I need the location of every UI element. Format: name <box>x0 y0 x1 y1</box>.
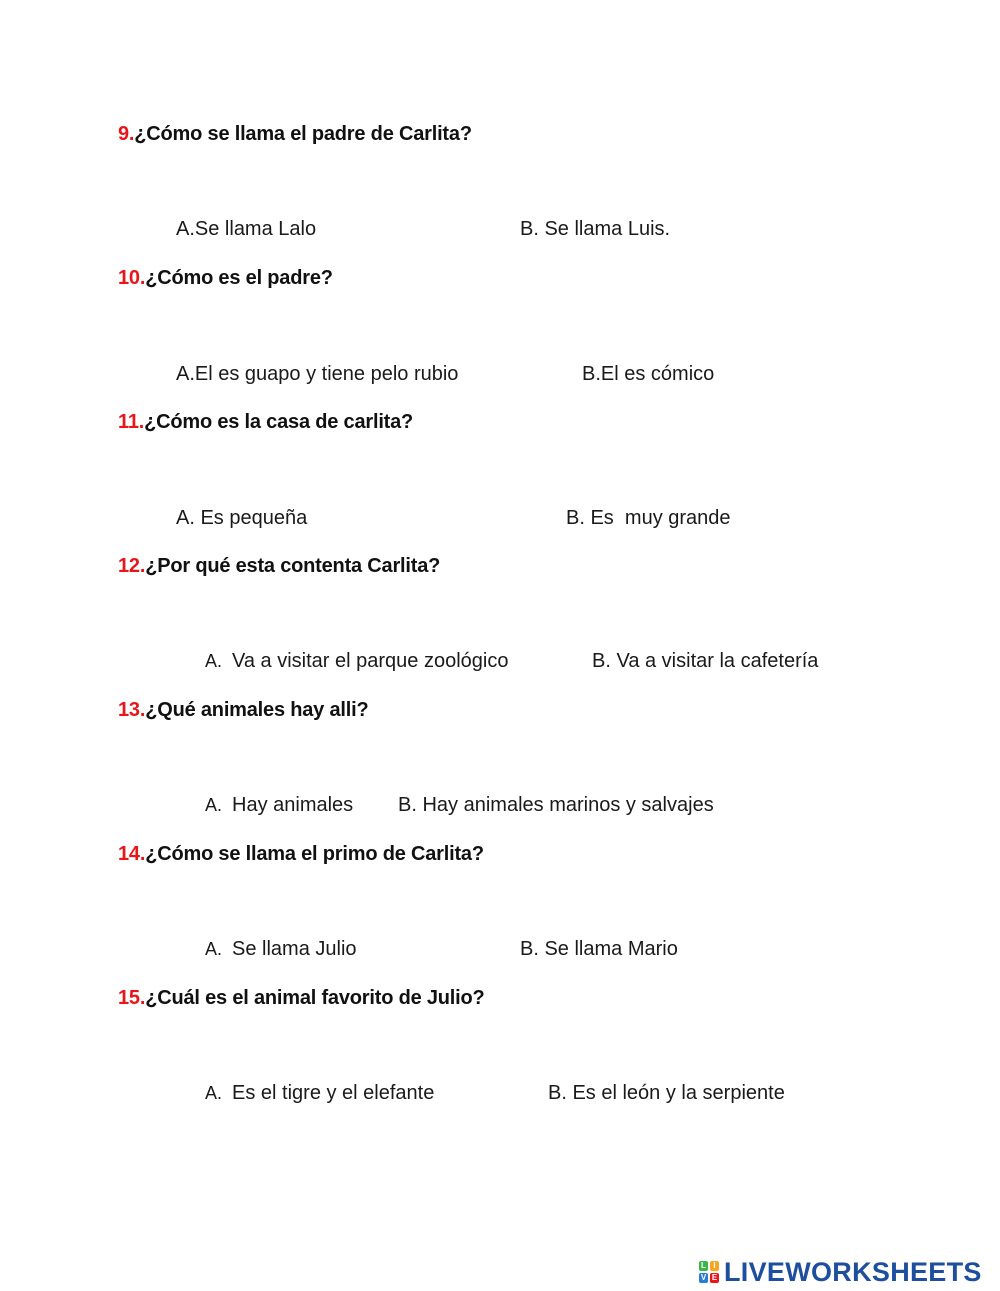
option-text: Es el león y la serpiente <box>572 1082 785 1104</box>
option-letter: A. <box>176 507 195 529</box>
question-number: 9. <box>118 123 135 145</box>
question-text: ¿Cuál es el animal favorito de Julio? <box>145 987 485 1009</box>
question-15 <box>118 985 485 1011</box>
option-text: Va a visitar el parque zoológico <box>232 650 509 672</box>
question-9 <box>118 121 472 147</box>
option-b[interactable] <box>582 361 714 387</box>
question-number: 14. <box>118 843 146 865</box>
option-letter: A. <box>205 651 223 671</box>
option-letter: B. <box>582 363 601 385</box>
option-a[interactable] <box>205 936 357 962</box>
option-letter: A. <box>205 939 223 959</box>
question-text: ¿Cómo es el padre? <box>145 267 333 289</box>
question-12 <box>118 553 440 579</box>
question-10 <box>118 265 333 291</box>
option-b[interactable] <box>398 792 714 818</box>
option-a[interactable] <box>176 361 458 387</box>
option-text: Se llama Lalo <box>194 218 317 240</box>
option-b[interactable] <box>566 505 731 531</box>
question-text: ¿Cómo se llama el padre de Carlita? <box>134 123 472 145</box>
option-letter: B. <box>548 1082 567 1104</box>
question-text: ¿Cómo se llama el primo de Carlita? <box>145 843 484 865</box>
question-13 <box>118 697 368 723</box>
option-b[interactable] <box>520 216 670 242</box>
question-number: 15. <box>118 987 146 1009</box>
liveworksheets-logo <box>698 1258 982 1286</box>
option-letter: A. <box>205 795 223 815</box>
option-text: El es guapo y tiene pelo rubio <box>194 363 459 385</box>
option-text: Se llama Mario <box>544 938 678 960</box>
option-text: El es cómico <box>600 363 715 385</box>
question-11 <box>118 409 413 435</box>
option-letter: B. <box>520 218 539 240</box>
option-letter: B. <box>398 794 417 816</box>
question-14 <box>118 841 484 867</box>
option-text: Hay animales marinos y salvajes <box>422 794 714 816</box>
question-number: 13. <box>118 699 146 721</box>
option-letter: A. <box>176 363 195 385</box>
option-text: Hay animales <box>232 794 354 816</box>
option-letter: A. <box>205 1083 223 1103</box>
question-number: 10. <box>118 267 146 289</box>
option-a[interactable] <box>205 792 353 818</box>
option-text: Va a visitar la cafetería <box>616 650 819 672</box>
question-text: ¿Qué animales hay alli? <box>145 699 369 721</box>
option-b[interactable] <box>548 1080 785 1106</box>
option-letter: B. <box>520 938 539 960</box>
liveworksheets-logo-icon: L I V E <box>700 1261 718 1282</box>
option-b[interactable] <box>592 648 818 674</box>
question-number: 12. <box>118 555 146 577</box>
option-a[interactable] <box>205 648 508 674</box>
option-a[interactable] <box>176 505 307 531</box>
option-text: Se llama Julio <box>232 938 357 960</box>
option-a[interactable] <box>205 1080 434 1106</box>
logo-text: LIVEWORKSHEETS <box>724 1256 982 1287</box>
option-letter: A. <box>176 218 195 240</box>
option-b[interactable] <box>520 936 678 962</box>
option-text: Se llama Luis. <box>544 218 671 240</box>
option-letter: B. <box>566 507 585 529</box>
option-text: Es el tigre y el elefante <box>232 1082 435 1104</box>
question-number: 11. <box>118 411 145 433</box>
option-text: Es muy grande <box>590 507 731 529</box>
option-a[interactable] <box>176 216 316 242</box>
question-text: ¿Por qué esta contenta Carlita? <box>145 555 441 577</box>
question-text: ¿Cómo es la casa de carlita? <box>144 411 414 433</box>
option-letter: B. <box>592 650 611 672</box>
option-text: Es pequeña <box>200 507 308 529</box>
